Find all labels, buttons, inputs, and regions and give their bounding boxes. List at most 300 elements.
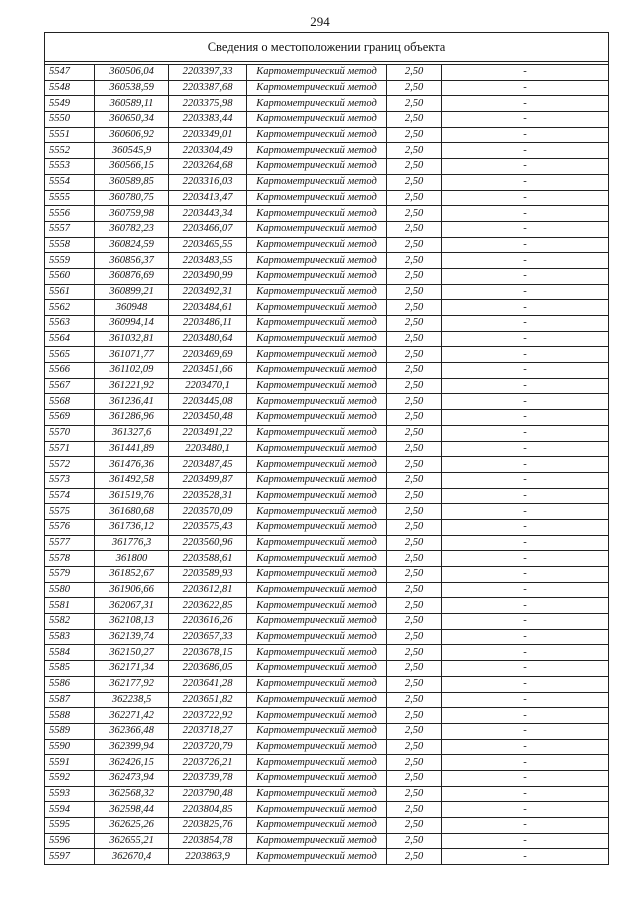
point-number-cell: 5552 [45, 143, 95, 159]
table-row [45, 363, 609, 379]
method-cell: Картометрический метод [247, 786, 387, 802]
table-row [45, 614, 609, 630]
accuracy-cell: 2,50 [387, 363, 442, 379]
method-cell: Картометрический метод [247, 504, 387, 520]
description-cell: - [442, 410, 609, 426]
point-number-cell: 5585 [45, 661, 95, 677]
description-cell: - [442, 598, 609, 614]
method-cell: Картометрический метод [247, 300, 387, 316]
point-number-cell: 5560 [45, 268, 95, 284]
y-coordinate-cell: 2203528,31 [169, 488, 247, 504]
description-cell: - [442, 253, 609, 269]
description-cell: - [442, 363, 609, 379]
table-row [45, 347, 609, 363]
description-cell: - [442, 378, 609, 394]
point-number-cell: 5590 [45, 739, 95, 755]
y-coordinate-cell: 2203443,34 [169, 206, 247, 222]
point-number-cell: 5563 [45, 316, 95, 332]
table-row [45, 284, 609, 300]
method-cell: Картометрический метод [247, 457, 387, 473]
point-number-cell: 5553 [45, 159, 95, 175]
x-coordinate-cell: 360899,21 [95, 284, 169, 300]
table-row [45, 692, 609, 708]
x-coordinate-cell: 360856,37 [95, 253, 169, 269]
x-coordinate-cell: 362171,34 [95, 661, 169, 677]
table-row [45, 65, 609, 81]
x-coordinate-cell: 362399,94 [95, 739, 169, 755]
accuracy-cell: 2,50 [387, 535, 442, 551]
point-number-cell: 5571 [45, 441, 95, 457]
table-row [45, 410, 609, 426]
method-cell: Картометрический метод [247, 535, 387, 551]
accuracy-cell: 2,50 [387, 802, 442, 818]
x-coordinate-cell: 360824,59 [95, 237, 169, 253]
point-number-cell: 5588 [45, 708, 95, 724]
table-row [45, 174, 609, 190]
y-coordinate-cell: 2203469,69 [169, 347, 247, 363]
x-coordinate-cell: 360589,11 [95, 96, 169, 112]
method-cell: Картометрический метод [247, 661, 387, 677]
description-cell: - [442, 127, 609, 143]
method-cell: Картометрический метод [247, 692, 387, 708]
table-row [45, 818, 609, 834]
point-number-cell: 5594 [45, 802, 95, 818]
x-coordinate-cell: 360566,15 [95, 159, 169, 175]
accuracy-cell: 2,50 [387, 598, 442, 614]
page-number: 294 [310, 14, 330, 29]
y-coordinate-cell: 2203486,11 [169, 316, 247, 332]
accuracy-cell: 2,50 [387, 80, 442, 96]
description-cell: - [442, 535, 609, 551]
y-coordinate-cell: 2203804,85 [169, 802, 247, 818]
method-cell: Картометрический метод [247, 425, 387, 441]
accuracy-cell: 2,50 [387, 190, 442, 206]
y-coordinate-cell: 2203450,48 [169, 410, 247, 426]
description-cell: - [442, 629, 609, 645]
method-cell: Картометрический метод [247, 268, 387, 284]
description-cell: - [442, 614, 609, 630]
table-row [45, 441, 609, 457]
point-number-cell: 5556 [45, 206, 95, 222]
y-coordinate-cell: 2203722,92 [169, 708, 247, 724]
table-row [45, 394, 609, 410]
accuracy-cell: 2,50 [387, 457, 442, 473]
y-coordinate-cell: 2203387,68 [169, 80, 247, 96]
point-number-cell: 5586 [45, 676, 95, 692]
method-cell: Картометрический метод [247, 331, 387, 347]
y-coordinate-cell: 2203739,78 [169, 770, 247, 786]
y-coordinate-cell: 2203718,27 [169, 723, 247, 739]
table-row [45, 708, 609, 724]
accuracy-cell: 2,50 [387, 347, 442, 363]
y-coordinate-cell: 2203490,99 [169, 268, 247, 284]
accuracy-cell: 2,50 [387, 331, 442, 347]
description-cell: - [442, 206, 609, 222]
x-coordinate-cell: 360780,75 [95, 190, 169, 206]
accuracy-cell: 2,50 [387, 818, 442, 834]
description-cell: - [442, 284, 609, 300]
point-number-cell: 5583 [45, 629, 95, 645]
x-coordinate-cell: 361852,67 [95, 567, 169, 583]
y-coordinate-cell: 2203451,66 [169, 363, 247, 379]
y-coordinate-cell: 2203491,22 [169, 425, 247, 441]
point-number-cell: 5582 [45, 614, 95, 630]
y-coordinate-cell: 2203678,15 [169, 645, 247, 661]
x-coordinate-cell: 361800 [95, 551, 169, 567]
point-number-cell: 5567 [45, 378, 95, 394]
accuracy-cell: 2,50 [387, 221, 442, 237]
method-cell: Картометрический метод [247, 80, 387, 96]
accuracy-cell: 2,50 [387, 661, 442, 677]
y-coordinate-cell: 2203413,47 [169, 190, 247, 206]
x-coordinate-cell: 362598,44 [95, 802, 169, 818]
table-row [45, 143, 609, 159]
method-cell: Картометрический метод [247, 802, 387, 818]
x-coordinate-cell: 362655,21 [95, 833, 169, 849]
accuracy-cell: 2,50 [387, 614, 442, 630]
point-number-cell: 5575 [45, 504, 95, 520]
method-cell: Картометрический метод [247, 849, 387, 865]
method-cell: Картометрический метод [247, 770, 387, 786]
table-row [45, 770, 609, 786]
accuracy-cell: 2,50 [387, 253, 442, 269]
method-cell: Картометрический метод [247, 598, 387, 614]
table-row [45, 567, 609, 583]
boundary-coordinates-table [44, 32, 609, 865]
y-coordinate-cell: 2203588,61 [169, 551, 247, 567]
point-number-cell: 5587 [45, 692, 95, 708]
point-number-cell: 5547 [45, 65, 95, 81]
point-number-cell: 5591 [45, 755, 95, 771]
description-cell: - [442, 708, 609, 724]
y-coordinate-cell: 2203480,1 [169, 441, 247, 457]
accuracy-cell: 2,50 [387, 849, 442, 865]
x-coordinate-cell: 361441,89 [95, 441, 169, 457]
y-coordinate-cell: 2203825,76 [169, 818, 247, 834]
method-cell: Картометрический метод [247, 363, 387, 379]
method-cell: Картометрический метод [247, 472, 387, 488]
point-number-cell: 5569 [45, 410, 95, 426]
description-cell: - [442, 833, 609, 849]
description-cell: - [442, 425, 609, 441]
y-coordinate-cell: 2203383,44 [169, 112, 247, 128]
description-cell: - [442, 567, 609, 583]
accuracy-cell: 2,50 [387, 441, 442, 457]
x-coordinate-cell: 361286,96 [95, 410, 169, 426]
y-coordinate-cell: 2203470,1 [169, 378, 247, 394]
method-cell: Картометрический метод [247, 833, 387, 849]
point-number-cell: 5579 [45, 567, 95, 583]
accuracy-cell: 2,50 [387, 65, 442, 81]
point-number-cell: 5549 [45, 96, 95, 112]
method-cell: Картометрический метод [247, 394, 387, 410]
description-cell: - [442, 112, 609, 128]
point-number-cell: 5580 [45, 582, 95, 598]
table-row [45, 645, 609, 661]
accuracy-cell: 2,50 [387, 629, 442, 645]
x-coordinate-cell: 362150,27 [95, 645, 169, 661]
description-cell: - [442, 692, 609, 708]
description-cell: - [442, 551, 609, 567]
method-cell: Картометрический метод [247, 206, 387, 222]
table-row [45, 723, 609, 739]
table-row [45, 190, 609, 206]
y-coordinate-cell: 2203465,55 [169, 237, 247, 253]
method-cell: Картометрический метод [247, 96, 387, 112]
y-coordinate-cell: 2203854,78 [169, 833, 247, 849]
point-number-cell: 5589 [45, 723, 95, 739]
x-coordinate-cell: 361680,68 [95, 504, 169, 520]
point-number-cell: 5557 [45, 221, 95, 237]
table-row [45, 237, 609, 253]
description-cell: - [442, 519, 609, 535]
accuracy-cell: 2,50 [387, 551, 442, 567]
description-cell: - [442, 472, 609, 488]
y-coordinate-cell: 2203589,93 [169, 567, 247, 583]
accuracy-cell: 2,50 [387, 237, 442, 253]
accuracy-cell: 2,50 [387, 755, 442, 771]
accuracy-cell: 2,50 [387, 410, 442, 426]
point-number-cell: 5576 [45, 519, 95, 535]
accuracy-cell: 2,50 [387, 268, 442, 284]
table-row [45, 786, 609, 802]
point-number-cell: 5568 [45, 394, 95, 410]
y-coordinate-cell: 2203487,45 [169, 457, 247, 473]
point-number-cell: 5566 [45, 363, 95, 379]
table-row [45, 425, 609, 441]
y-coordinate-cell: 2203349,01 [169, 127, 247, 143]
point-number-cell: 5554 [45, 174, 95, 190]
table-row [45, 849, 609, 865]
x-coordinate-cell: 360538,59 [95, 80, 169, 96]
table-row [45, 96, 609, 112]
point-number-cell: 5550 [45, 112, 95, 128]
point-number-cell: 5565 [45, 347, 95, 363]
table-row [45, 488, 609, 504]
point-number-cell: 5593 [45, 786, 95, 802]
x-coordinate-cell: 361032,81 [95, 331, 169, 347]
y-coordinate-cell: 2203264,68 [169, 159, 247, 175]
description-cell: - [442, 770, 609, 786]
table-row [45, 661, 609, 677]
x-coordinate-cell: 360994,14 [95, 316, 169, 332]
method-cell: Картометрический метод [247, 755, 387, 771]
description-cell: - [442, 849, 609, 865]
description-cell: - [442, 237, 609, 253]
point-number-cell: 5596 [45, 833, 95, 849]
description-cell: - [442, 394, 609, 410]
table-row [45, 504, 609, 520]
accuracy-cell: 2,50 [387, 425, 442, 441]
method-cell: Картометрический метод [247, 645, 387, 661]
y-coordinate-cell: 2203445,08 [169, 394, 247, 410]
accuracy-cell: 2,50 [387, 833, 442, 849]
y-coordinate-cell: 2203651,82 [169, 692, 247, 708]
table-row [45, 802, 609, 818]
accuracy-cell: 2,50 [387, 143, 442, 159]
point-number-cell: 5581 [45, 598, 95, 614]
x-coordinate-cell: 361519,76 [95, 488, 169, 504]
description-cell: - [442, 802, 609, 818]
y-coordinate-cell: 2203560,96 [169, 535, 247, 551]
method-cell: Картометрический метод [247, 378, 387, 394]
description-cell: - [442, 504, 609, 520]
method-cell: Картометрический метод [247, 519, 387, 535]
description-cell: - [442, 143, 609, 159]
point-number-cell: 5573 [45, 472, 95, 488]
accuracy-cell: 2,50 [387, 284, 442, 300]
table-row [45, 535, 609, 551]
x-coordinate-cell: 362568,32 [95, 786, 169, 802]
table-row [45, 221, 609, 237]
table-row [45, 582, 609, 598]
table-row [45, 80, 609, 96]
method-cell: Картометрический метод [247, 676, 387, 692]
x-coordinate-cell: 362426,15 [95, 755, 169, 771]
x-coordinate-cell: 361736,12 [95, 519, 169, 535]
point-number-cell: 5592 [45, 770, 95, 786]
y-coordinate-cell: 2203466,07 [169, 221, 247, 237]
description-cell: - [442, 300, 609, 316]
table-row [45, 206, 609, 222]
x-coordinate-cell: 362366,48 [95, 723, 169, 739]
x-coordinate-cell: 360948 [95, 300, 169, 316]
method-cell: Картометрический метод [247, 582, 387, 598]
description-cell: - [442, 174, 609, 190]
point-number-cell: 5564 [45, 331, 95, 347]
method-cell: Картометрический метод [247, 253, 387, 269]
accuracy-cell: 2,50 [387, 519, 442, 535]
accuracy-cell: 2,50 [387, 504, 442, 520]
x-coordinate-cell: 360506,04 [95, 65, 169, 81]
table-row [45, 300, 609, 316]
accuracy-cell: 2,50 [387, 394, 442, 410]
table-row [45, 127, 609, 143]
point-number-cell: 5558 [45, 237, 95, 253]
table-body [45, 65, 609, 865]
point-number-cell: 5562 [45, 300, 95, 316]
y-coordinate-cell: 2203720,79 [169, 739, 247, 755]
description-cell: - [442, 159, 609, 175]
x-coordinate-cell: 361776,3 [95, 535, 169, 551]
x-coordinate-cell: 361906,66 [95, 582, 169, 598]
method-cell: Картометрический метод [247, 567, 387, 583]
description-cell: - [442, 755, 609, 771]
x-coordinate-cell: 361221,92 [95, 378, 169, 394]
table-row [45, 112, 609, 128]
y-coordinate-cell: 2203616,26 [169, 614, 247, 630]
y-coordinate-cell: 2203570,09 [169, 504, 247, 520]
point-number-cell: 5559 [45, 253, 95, 269]
y-coordinate-cell: 2203316,03 [169, 174, 247, 190]
table-row [45, 316, 609, 332]
table-row [45, 519, 609, 535]
x-coordinate-cell: 360589,85 [95, 174, 169, 190]
description-cell: - [442, 723, 609, 739]
method-cell: Картометрический метод [247, 112, 387, 128]
method-cell: Картометрический метод [247, 221, 387, 237]
method-cell: Картометрический метод [247, 65, 387, 81]
method-cell: Картометрический метод [247, 410, 387, 426]
accuracy-cell: 2,50 [387, 378, 442, 394]
table-row [45, 629, 609, 645]
y-coordinate-cell: 2203612,81 [169, 582, 247, 598]
x-coordinate-cell: 362139,74 [95, 629, 169, 645]
y-coordinate-cell: 2203483,55 [169, 253, 247, 269]
method-cell: Картометрический метод [247, 127, 387, 143]
table-row [45, 159, 609, 175]
table-row [45, 378, 609, 394]
description-cell: - [442, 65, 609, 81]
method-cell: Картометрический метод [247, 614, 387, 630]
method-cell: Картометрический метод [247, 708, 387, 724]
accuracy-cell: 2,50 [387, 582, 442, 598]
method-cell: Картометрический метод [247, 284, 387, 300]
accuracy-cell: 2,50 [387, 472, 442, 488]
method-cell: Картометрический метод [247, 488, 387, 504]
accuracy-cell: 2,50 [387, 723, 442, 739]
accuracy-cell: 2,50 [387, 645, 442, 661]
x-coordinate-cell: 360759,98 [95, 206, 169, 222]
x-coordinate-cell: 361071,77 [95, 347, 169, 363]
method-cell: Картометрический метод [247, 159, 387, 175]
y-coordinate-cell: 2203790,48 [169, 786, 247, 802]
x-coordinate-cell: 361476,36 [95, 457, 169, 473]
table-row [45, 739, 609, 755]
accuracy-cell: 2,50 [387, 770, 442, 786]
x-coordinate-cell: 362625,26 [95, 818, 169, 834]
x-coordinate-cell: 360545,9 [95, 143, 169, 159]
accuracy-cell: 2,50 [387, 692, 442, 708]
point-number-cell: 5548 [45, 80, 95, 96]
y-coordinate-cell: 2203304,49 [169, 143, 247, 159]
method-cell: Картометрический метод [247, 174, 387, 190]
y-coordinate-cell: 2203641,28 [169, 676, 247, 692]
y-coordinate-cell: 2203375,98 [169, 96, 247, 112]
table-row [45, 755, 609, 771]
x-coordinate-cell: 362670,4 [95, 849, 169, 865]
y-coordinate-cell: 2203726,21 [169, 755, 247, 771]
table-row [45, 268, 609, 284]
x-coordinate-cell: 362473,94 [95, 770, 169, 786]
y-coordinate-cell: 2203484,61 [169, 300, 247, 316]
point-number-cell: 5578 [45, 551, 95, 567]
description-cell: - [442, 96, 609, 112]
method-cell: Картометрический метод [247, 551, 387, 567]
point-number-cell: 5572 [45, 457, 95, 473]
x-coordinate-cell: 362108,13 [95, 614, 169, 630]
method-cell: Картометрический метод [247, 739, 387, 755]
description-cell: - [442, 457, 609, 473]
accuracy-cell: 2,50 [387, 316, 442, 332]
table-row [45, 472, 609, 488]
method-cell: Картометрический метод [247, 190, 387, 206]
point-number-cell: 5561 [45, 284, 95, 300]
x-coordinate-cell: 361236,41 [95, 394, 169, 410]
point-number-cell: 5555 [45, 190, 95, 206]
x-coordinate-cell: 362238,5 [95, 692, 169, 708]
description-cell: - [442, 80, 609, 96]
y-coordinate-cell: 2203575,43 [169, 519, 247, 535]
table-row [45, 676, 609, 692]
x-coordinate-cell: 362067,31 [95, 598, 169, 614]
point-number-cell: 5584 [45, 645, 95, 661]
y-coordinate-cell: 2203492,31 [169, 284, 247, 300]
description-cell: - [442, 316, 609, 332]
accuracy-cell: 2,50 [387, 786, 442, 802]
method-cell: Картометрический метод [247, 629, 387, 645]
description-cell: - [442, 676, 609, 692]
